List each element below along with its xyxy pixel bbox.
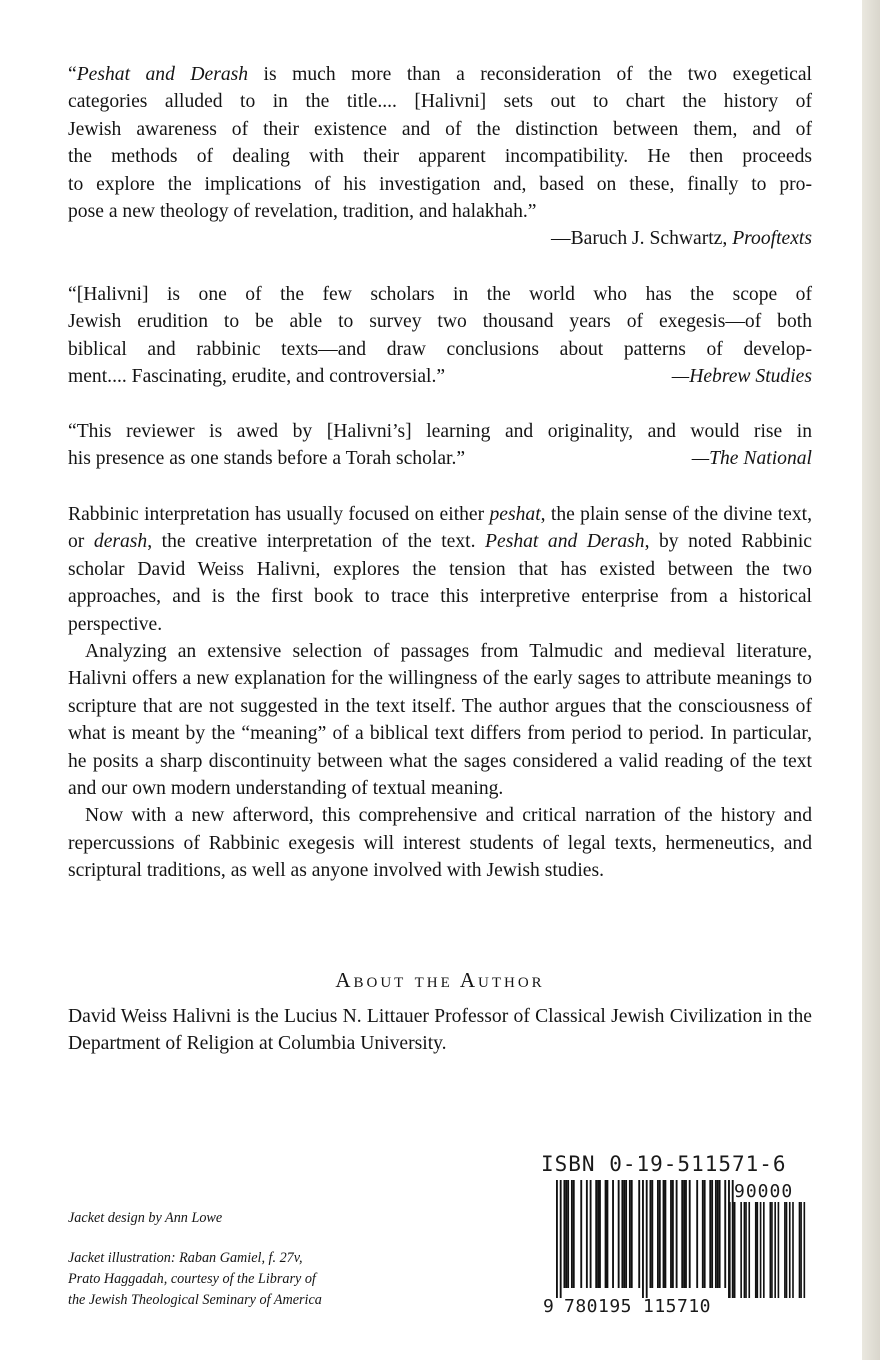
quote-attribution: —The National (691, 448, 812, 470)
quote-line: Jewish erudition to be able to survey two thousand years of exegesis—of both (68, 311, 812, 333)
quote-line: pose a new theology of revelation, tradition, and halakhah.” (68, 201, 537, 223)
addon-bar (789, 1202, 791, 1298)
quote-line: to explore the implications of his investigation and, based on these, finally to pro- (68, 173, 812, 195)
review-quote-hebrew-studies (68, 281, 812, 391)
credit-line: Jacket illustration: Raban Gamiel, f. 27v, (68, 1250, 303, 1266)
addon-barcode-bars (729, 1202, 805, 1298)
barcode-bar (659, 1180, 661, 1288)
barcode-bar (638, 1180, 640, 1288)
barcode-bar (573, 1180, 575, 1288)
quote-line: “This reviewer is awed by [Halivni’s] learning and originality, and would rise in (68, 421, 812, 442)
barcode-bar (724, 1180, 726, 1288)
jacket-illustration-credit (68, 1248, 322, 1311)
addon-bar (799, 1202, 801, 1298)
barcode-bar (595, 1180, 597, 1288)
addon-bar (745, 1202, 747, 1298)
ean-left-digits: 780195 (564, 1296, 633, 1317)
addon-bar (800, 1202, 802, 1298)
barcode-bar (717, 1180, 719, 1288)
quote-line: Jewish awareness of their existence and of the distinction between them, and of (68, 118, 812, 140)
barcode-bar (625, 1180, 627, 1288)
about-author-heading: About the Author (335, 968, 545, 992)
addon-bar (771, 1202, 773, 1298)
ean-barcode-bars (556, 1180, 734, 1298)
barcode-bar (657, 1180, 659, 1288)
addon-bar (804, 1202, 806, 1298)
barcode-bar (618, 1180, 620, 1288)
about-author-body: David Weiss Halivni is the Lucius N. Littauer Professor of Classical Jewish Civilization in the Department of Religion at Columbia University. (68, 1006, 812, 1055)
ean-right-digits: 115710 (643, 1296, 712, 1317)
description-paragraph-2: Analyzing an extensive selection of passages from Talmudic and medieval literature, Halivni offers a new explanation for the willingness of the early sages to attribute meanings to scripture that are not suggested in the text itself. The author argues that the consciousness of what is meant by the “meaning” of a biblical text differs from period to period. In particular, he posits a sharp discontinuity between what the sages considered a valid reading of the text and our own modern understanding of textual meaning. (68, 641, 812, 800)
barcode-bar (709, 1180, 711, 1288)
barcode-bar (651, 1180, 653, 1288)
addon-digits: 90000 (734, 1181, 794, 1202)
barcode-bar (676, 1180, 678, 1288)
barcode-bar (580, 1180, 582, 1288)
quote-line: “Peshat and Derash is much more than a reconsideration of the two exegetical (68, 64, 812, 85)
barcode-bar (563, 1180, 565, 1288)
quote-line: the methods of dealing with their apparent incompatibility. He then proceeds (68, 146, 812, 168)
book-description (68, 501, 812, 885)
barcode-bar (683, 1180, 685, 1288)
barcode-bar (685, 1180, 687, 1288)
page-edge (862, 0, 880, 1360)
barcode-bar (571, 1180, 573, 1288)
barcode-bar (597, 1180, 599, 1288)
quote-line: “[Halivni] is one of the few scholars in the world who has the scope of (68, 284, 812, 305)
addon-bar (729, 1202, 731, 1298)
credit-line: the Jewish Theological Seminary of America (68, 1292, 322, 1308)
barcode-bar (702, 1180, 704, 1288)
review-quote-the-national (68, 418, 812, 473)
quote-attribution: —Hebrew Studies (671, 366, 812, 388)
barcode-bar (696, 1180, 698, 1288)
quote-line (68, 363, 812, 390)
quote-last-line: his presence as one stands before a Torah scholar.” (68, 448, 466, 470)
barcode-guard-bar (646, 1180, 648, 1298)
addon-bar (740, 1202, 742, 1298)
barcode-bar (590, 1180, 592, 1288)
barcode-bar (567, 1180, 569, 1288)
barcode-bar (689, 1180, 691, 1288)
barcode-bar (623, 1180, 625, 1288)
addon-bar (770, 1202, 772, 1298)
barcode-bar (664, 1180, 666, 1288)
barcode-bar (606, 1180, 608, 1288)
addon-bar (734, 1202, 736, 1298)
barcode-guard-bar (642, 1180, 644, 1298)
barcode-bar (621, 1180, 623, 1288)
barcode-bar (565, 1180, 567, 1288)
addon-bar (760, 1202, 762, 1298)
barcode-bar (629, 1180, 631, 1288)
quote-line: biblical and rabbinic texts—and draw conclusions about patterns of develop- (68, 338, 812, 360)
barcode-bar (670, 1180, 672, 1288)
addon-bar (786, 1202, 788, 1298)
isbn-number: ISBN 0-19-511571-6 (541, 1152, 787, 1176)
quote-line: categories alluded to in the title.... [Halivni] sets out to chart the history of (68, 91, 812, 113)
barcode-bar (704, 1180, 706, 1288)
barcode-bar (631, 1180, 633, 1288)
jacket-design-credit: Jacket design by Ann Lowe (68, 1210, 223, 1226)
barcode-bar (650, 1180, 652, 1288)
addon-bar (748, 1202, 750, 1298)
quote-line (68, 445, 812, 472)
addon-bar (784, 1202, 786, 1298)
addon-bar (774, 1202, 776, 1298)
description-paragraph-1: Rabbinic interpretation has usually focused on either peshat, the plain sense of the divine text, or derash, the creative interpretation of the text. Peshat and Derash, by noted Rabbinic scholar David Weiss Halivni, explores the tension that has existed between the two approaches, and is the first book to trace this interpretive enterprise from a historical perspective. (68, 504, 812, 635)
addon-bar (755, 1202, 757, 1298)
barcode-bar (599, 1180, 601, 1288)
ean-first-digit: 9 (543, 1296, 554, 1317)
barcode-bar (605, 1180, 607, 1288)
addon-bar (757, 1202, 759, 1298)
addon-bar (732, 1202, 734, 1298)
isbn-barcode (540, 1178, 815, 1318)
credit-line: Prato Haggadah, courtesy of the Library of (68, 1271, 316, 1287)
barcode-guard-bar (560, 1180, 562, 1298)
barcode-bar (719, 1180, 721, 1288)
barcode-guard-bar (556, 1180, 558, 1298)
quote-last-line: ment.... Fascinating, erudite, and controversial.” (68, 366, 446, 388)
barcode-bar (715, 1180, 717, 1288)
description-paragraph-3: Now with a new afterword, this comprehensive and critical narration of the history and repercussions of Rabbinic exegesis will interest students of legal texts, hermeneutics, and scriptural traditions, as well as anyone involved with Jewish studies. (68, 805, 812, 882)
quote-attribution: —Baruch J. Schwartz, Prooftexts (550, 228, 812, 250)
barcode-bar (586, 1180, 588, 1288)
barcode-bar (663, 1180, 665, 1288)
barcode-bar (612, 1180, 614, 1288)
review-quote-prooftexts (68, 61, 812, 253)
addon-bar (792, 1202, 794, 1298)
addon-bar (744, 1202, 746, 1298)
addon-bar (778, 1202, 780, 1298)
barcode-bar (672, 1180, 674, 1288)
barcode-bar (711, 1180, 713, 1288)
addon-bar (763, 1202, 765, 1298)
barcode-bar (681, 1180, 683, 1288)
